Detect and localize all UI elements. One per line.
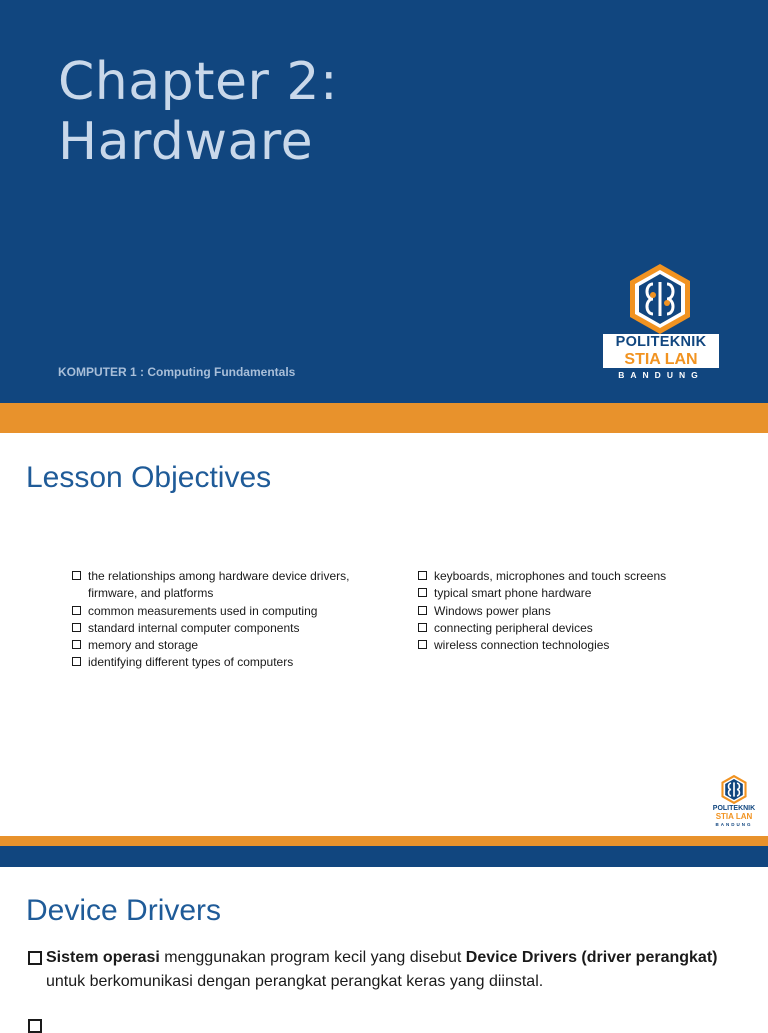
device-drivers-list — [28, 946, 738, 1014]
checkbox-bullet-icon — [418, 640, 427, 649]
checkbox-bullet-icon — [72, 640, 81, 649]
lesson-objectives-title: Lesson Objectives — [26, 461, 272, 494]
slide-title-line-2: Hardware — [58, 112, 314, 172]
navy-footer-band — [0, 846, 768, 867]
checkbox-bullet-icon — [28, 1019, 42, 1033]
list-item: standard internal computer components — [72, 620, 352, 637]
logo-text-bandung: BANDUNG — [603, 368, 719, 382]
logo-text-stia-lan: STIA LAN — [603, 351, 719, 368]
title-slide — [0, 0, 768, 403]
logo-text-politeknik: POLITEKNIK — [603, 334, 719, 351]
objectives-list-left — [72, 568, 352, 672]
checkbox-bullet-icon — [418, 623, 427, 632]
checkbox-bullet-icon — [28, 951, 42, 965]
checkbox-bullet-icon — [72, 657, 81, 666]
hexagon-emblem-icon — [720, 774, 748, 805]
list-item: typical smart phone hardware — [418, 585, 668, 602]
bold-term: Sistem operasi — [46, 949, 160, 966]
objectives-list-right — [418, 568, 668, 654]
checkbox-bullet-icon — [418, 571, 427, 580]
logo-text-stia-lan: STIA LAN — [715, 812, 753, 821]
list-item: identifying different types of computers — [72, 654, 352, 671]
orange-footer-band — [0, 836, 768, 846]
list-item: common measurements used in computing — [72, 603, 352, 620]
course-subtitle: KOMPUTER 1 : Computing Fundamentals — [58, 365, 296, 379]
checkbox-bullet-icon — [418, 588, 427, 597]
list-item: keyboards, microphones and touch screens — [418, 568, 668, 585]
slide-title — [58, 52, 338, 172]
checkbox-bullet-icon — [72, 606, 81, 615]
list-item: connecting peripheral devices — [418, 620, 668, 637]
checkbox-bullet-icon — [72, 623, 81, 632]
list-item: the relationships among hardware device drivers, firmware, and platforms — [72, 568, 352, 603]
list-item: Sistem operasi menggunakan program kecil yang disebut Device Drivers (driver perangkat) untuk berkomunikasi dengan perangkat perangkat keras yang diinstal. — [28, 946, 738, 994]
logo-text-politeknik: POLITEKNIK — [712, 805, 756, 812]
orange-divider-band — [0, 403, 768, 433]
politeknik-logo-small — [708, 774, 760, 830]
checkbox-bullet-icon — [72, 571, 81, 580]
slide-title-line-1: Chapter 2: — [58, 52, 339, 112]
hexagon-emblem-icon — [627, 262, 693, 336]
list-item: wireless connection technologies — [418, 637, 668, 654]
bold-term: Device Drivers (driver perangkat) — [465, 949, 718, 966]
list-item: memory and storage — [72, 637, 352, 654]
list-item: Windows power plans — [418, 603, 668, 620]
logo-text-bandung: BANDUNG — [715, 822, 753, 827]
politeknik-logo — [603, 262, 719, 384]
checkbox-bullet-icon — [418, 606, 427, 615]
device-drivers-title: Device Drivers — [26, 894, 222, 927]
